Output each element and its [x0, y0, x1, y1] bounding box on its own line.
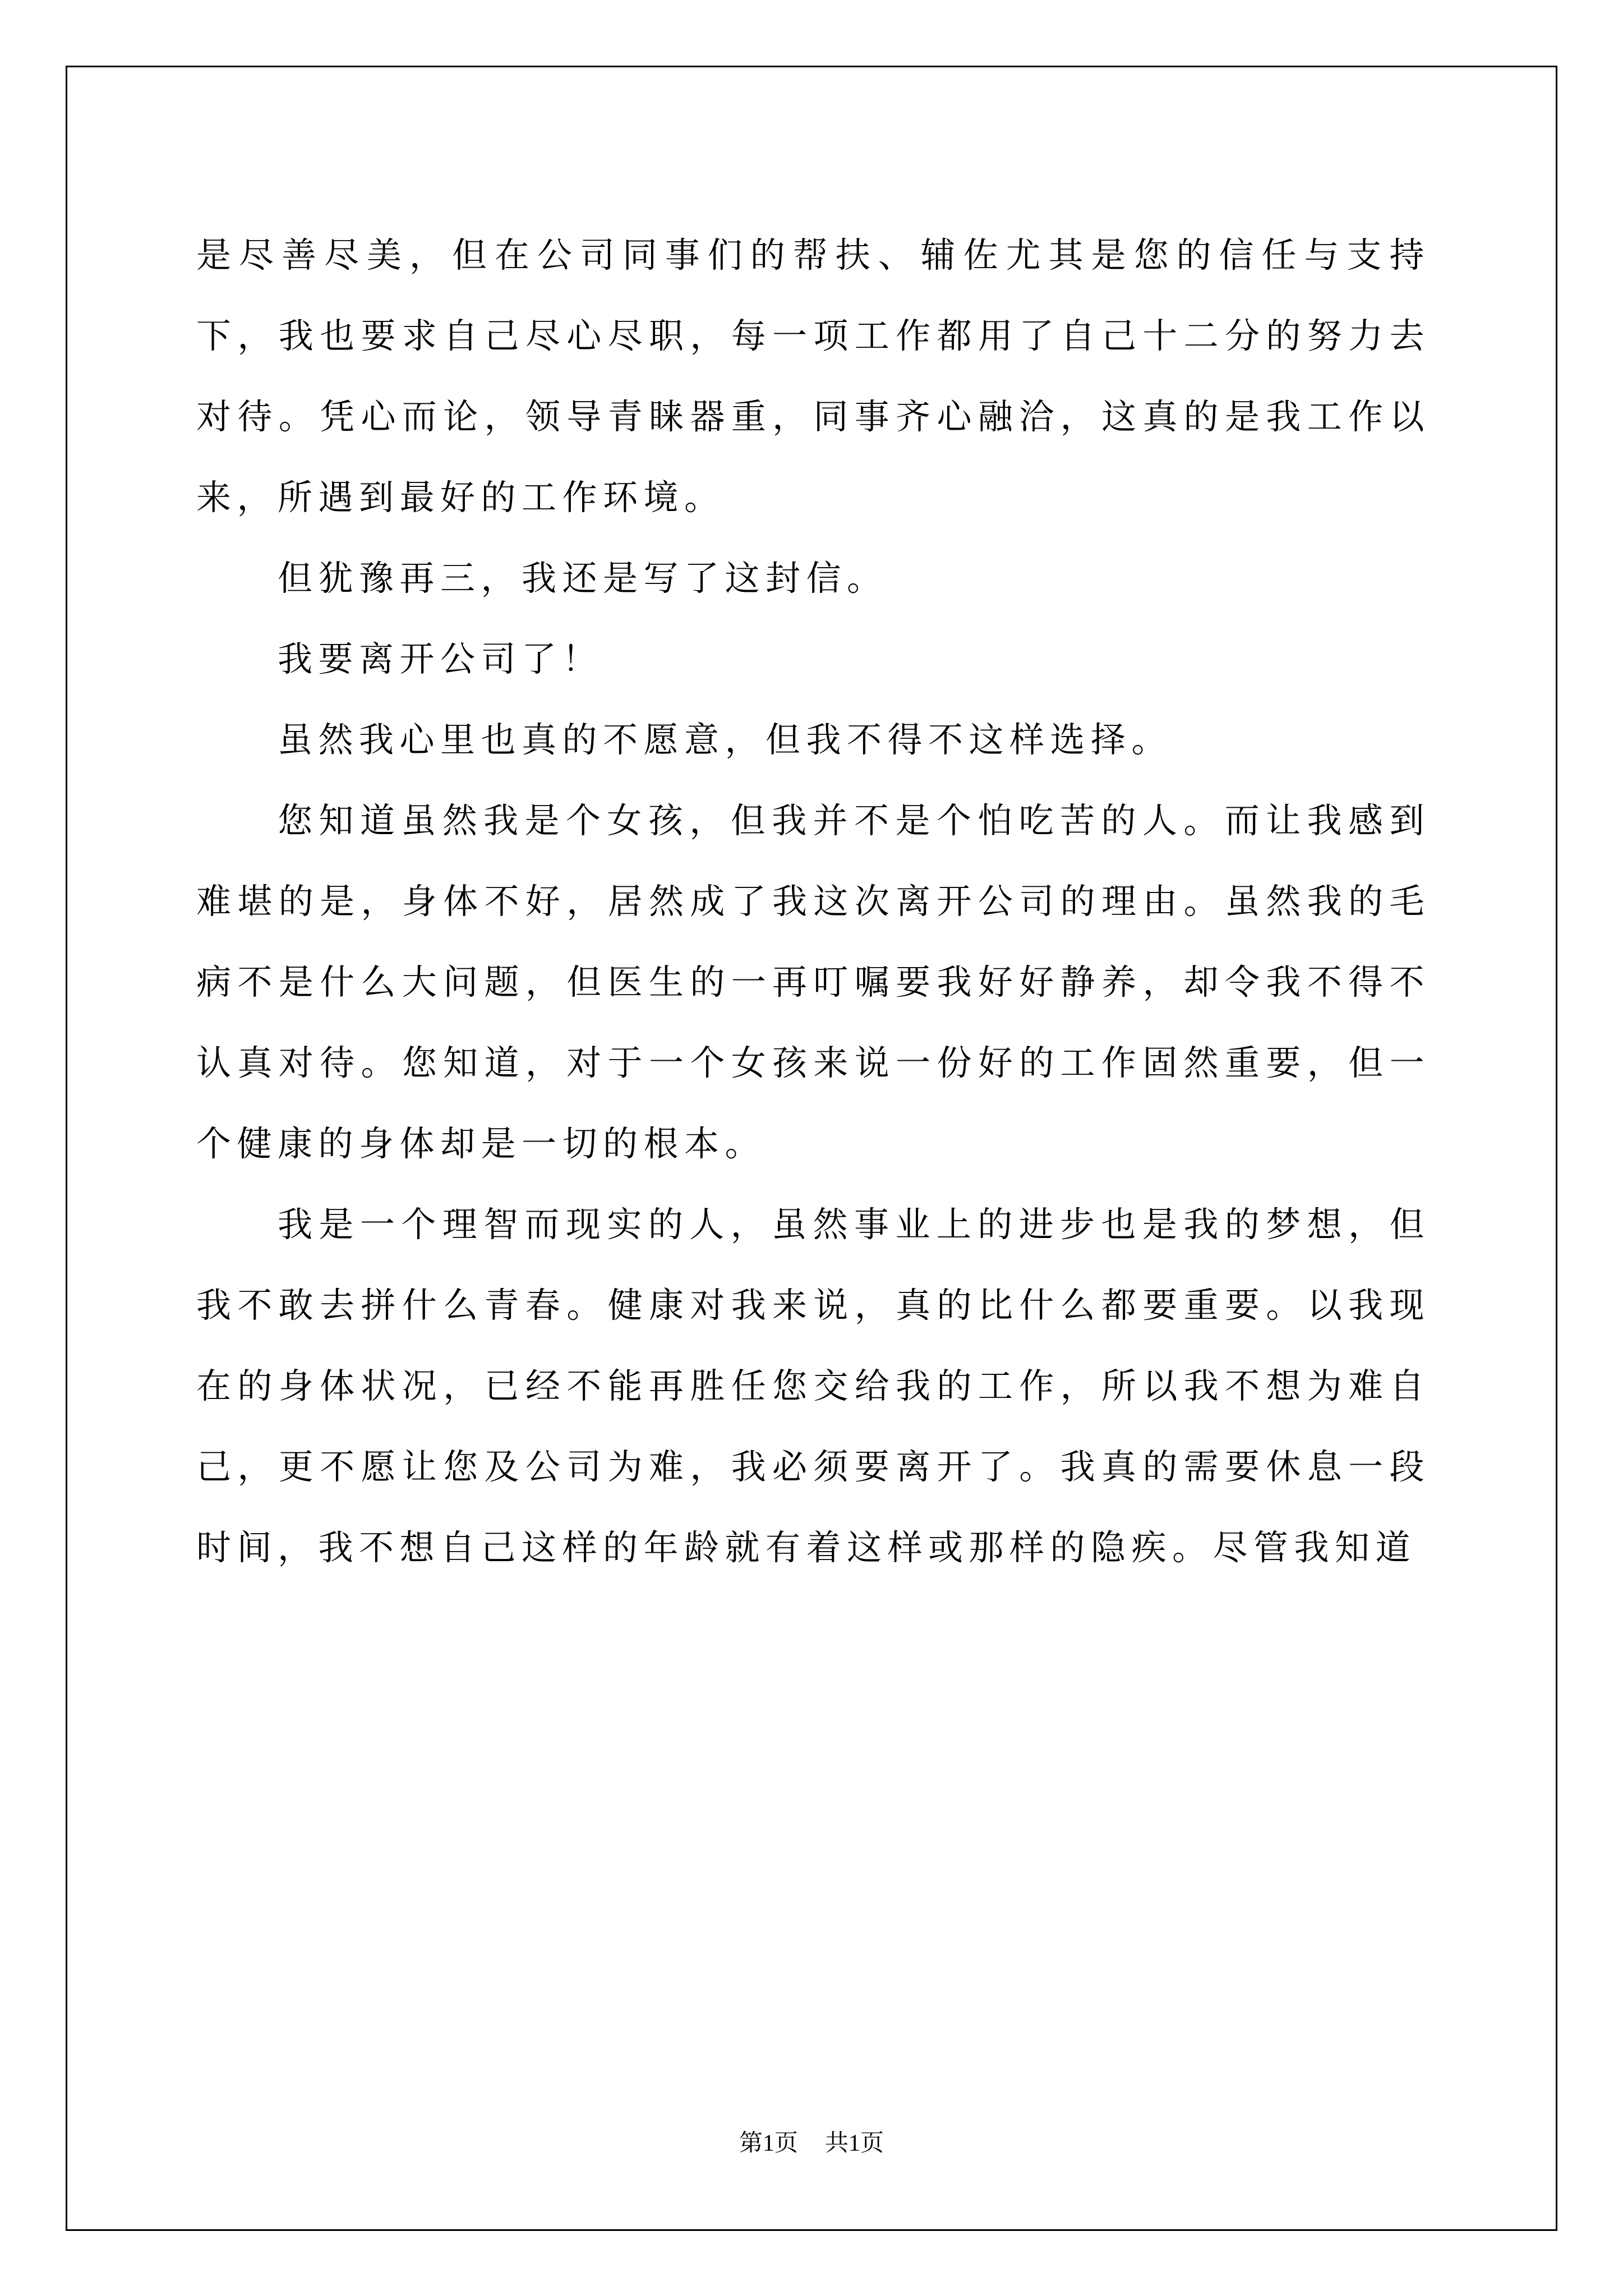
- letter-body: [196, 215, 1430, 1588]
- page-number: 第1页: [739, 2131, 798, 2156]
- paragraph: 我要离开公司了！: [278, 638, 603, 679]
- page-footer: [0, 2128, 1623, 2159]
- total-pages: 共1页: [825, 2131, 884, 2156]
- paragraph: 您知道虽然我是个女孩，但我并不是个怕吃苦的人。而让我感到难堪的是，身体不好，居然成了我这次离开公司的理由。虽然我的毛病不是什么大问题，但医生的一再叮嘱要我好好静养，却令我不得不认真对待。您知道，对于一个女孩来说一份好的工作固然重要，但一个健康的身体却是一切的根本。: [196, 800, 1430, 1164]
- paragraph: 我是一个理智而现实的人，虽然事业上的进步也是我的梦想，但我不敢去拼什么青春。健康对我来说，真的比什么都要重要。以我现在的身体状况，已经不能再胜任您交给我的工作，所以我不想为难自己，更不愿让您及公司为难，我必须要离开了。我真的需要休息一段时间，我不想自己这样的年龄就有着这样或那样的隐疾。尽管我知道: [196, 1204, 1430, 1568]
- paragraph: 是尽善尽美，但在公司同事们的帮扶、辅佐尤其是您的信任与支持下，我也要求自己尽心尽职，每一项工作都用了自己十二分的努力去对待。凭心而论，领导青睐器重，同事齐心融洽，这真的是我工作以来，所遇到最好的工作环境。: [196, 234, 1430, 518]
- paragraph: 但犹豫再三，我还是写了这封信。: [278, 558, 888, 599]
- paragraph: 虽然我心里也真的不愿意，但我不得不这样选择。: [278, 719, 1173, 760]
